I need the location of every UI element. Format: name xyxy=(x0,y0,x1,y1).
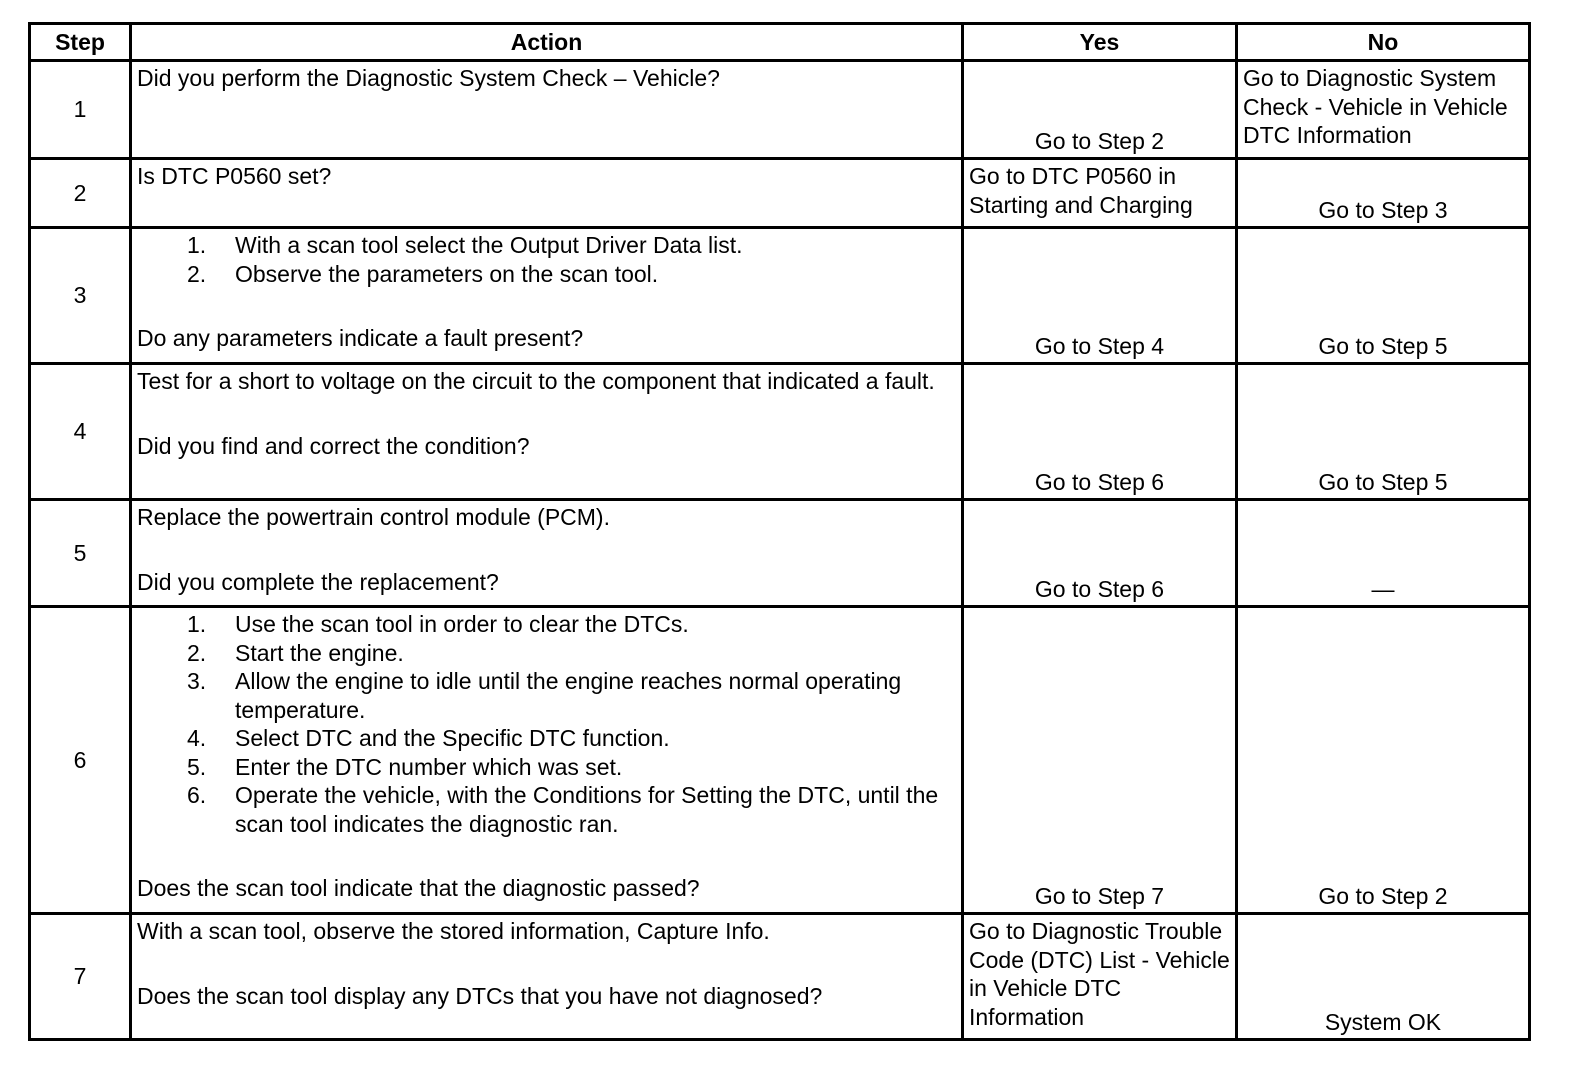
table-row xyxy=(30,159,1530,228)
no-cell: Go to Diagnostic System Check - Vehicle in Vehicle DTC Information xyxy=(1237,61,1530,159)
list-item: 2. Observe the parameters on the scan tool. xyxy=(187,260,659,287)
diagnostic-table xyxy=(28,22,1531,1041)
no-cell: — xyxy=(1237,500,1530,607)
header-yes: Yes xyxy=(963,24,1237,61)
list-item: 5. Enter the DTC number which was set. xyxy=(187,753,623,780)
yes-cell: Go to Step 7 xyxy=(963,607,1237,914)
action-steps-list xyxy=(137,610,956,838)
yes-cell: Go to Step 4 xyxy=(963,228,1237,364)
step-number: 1 xyxy=(30,61,131,159)
table-row xyxy=(30,228,1530,364)
list-item: 3. Allow the engine to idle until the engine reaches normal operating temperature. xyxy=(187,668,902,723)
yes-cell: Go to DTC P0560 in Starting and Charging xyxy=(963,159,1237,228)
step-number: 7 xyxy=(30,914,131,1040)
step-number: 5 xyxy=(30,500,131,607)
no-cell: Go to Step 5 xyxy=(1237,364,1530,500)
action-cell xyxy=(131,159,963,228)
action-question: Did you complete the replacement? xyxy=(137,568,499,595)
table-row xyxy=(30,607,1530,914)
action-question: Does the scan tool display any DTCs that you have not diagnosed? xyxy=(137,982,823,1009)
action-cell xyxy=(131,607,963,914)
no-cell: System OK xyxy=(1237,914,1530,1040)
action-question: Do any parameters indicate a fault present? xyxy=(137,325,584,351)
table-header-row xyxy=(30,24,1530,61)
table-row xyxy=(30,364,1530,500)
step-number: 4 xyxy=(30,364,131,500)
action-cell xyxy=(131,61,963,159)
action-question: Did you find and correct the condition? xyxy=(137,432,530,459)
no-cell: Go to Step 5 xyxy=(1237,228,1530,364)
action-question: Did you perform the Diagnostic System Check – Vehicle? xyxy=(137,65,720,91)
yes-cell: Go to Step 6 xyxy=(963,364,1237,500)
list-item: 4. Select DTC and the Specific DTC function. xyxy=(187,725,670,751)
yes-cell: Go to Step 2 xyxy=(963,61,1237,159)
step-number: 6 xyxy=(30,607,131,914)
yes-cell: Go to Diagnostic Trouble Code (DTC) List - Vehicle in Vehicle DTC Information xyxy=(963,914,1237,1040)
no-cell: Go to Step 3 xyxy=(1237,159,1530,228)
yes-cell: Go to Step 6 xyxy=(963,500,1237,607)
action-steps-list xyxy=(137,231,956,288)
action-cell xyxy=(131,364,963,500)
list-item: 6. Operate the vehicle, with the Conditions for Setting the DTC, until the scan tool indicates the diagnostic ran. xyxy=(187,782,939,837)
action-intro: With a scan tool, observe the stored information, Capture Info. xyxy=(137,918,770,944)
list-item: 2. Start the engine. xyxy=(187,639,404,666)
action-question: Is DTC P0560 set? xyxy=(137,163,332,189)
list-item: 1. Use the scan tool in order to clear the DTCs. xyxy=(187,611,689,637)
action-cell xyxy=(131,228,963,364)
header-no: No xyxy=(1237,24,1530,61)
action-cell xyxy=(131,500,963,607)
list-item: 1. With a scan tool select the Output Driver Data list. xyxy=(187,232,743,258)
header-step: Step xyxy=(30,24,131,61)
action-question: Does the scan tool indicate that the diagnostic passed? xyxy=(137,875,700,901)
header-action: Action xyxy=(131,24,963,61)
action-cell xyxy=(131,914,963,1040)
table-row xyxy=(30,500,1530,607)
no-cell: Go to Step 2 xyxy=(1237,607,1530,914)
action-intro: Replace the powertrain control module (PCM). xyxy=(137,504,610,530)
action-intro: Test for a short to voltage on the circuit to the component that indicated a fault. xyxy=(137,368,935,394)
step-number: 3 xyxy=(30,228,131,364)
step-number: 2 xyxy=(30,159,131,228)
table-row xyxy=(30,61,1530,159)
table-row xyxy=(30,914,1530,1040)
